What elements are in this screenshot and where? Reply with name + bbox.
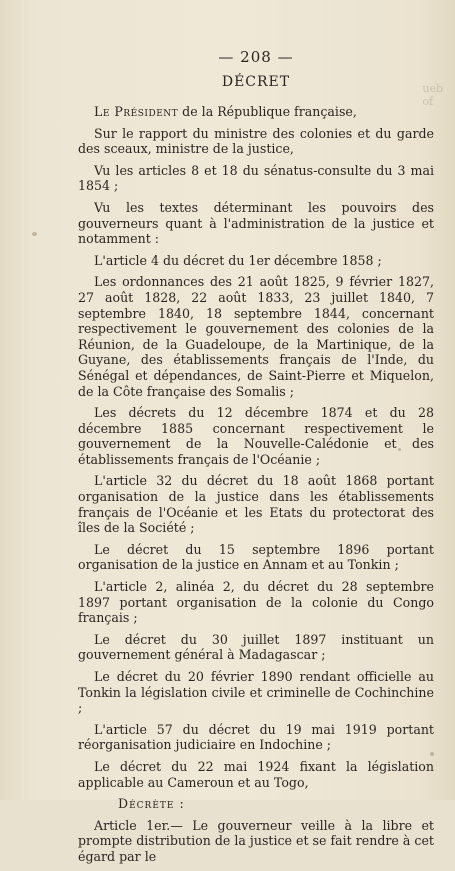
- paragraph: L'article 2, alinéa 2, du décret du 28 septembre 1897 portant organisation de la colonie du Congo français ;: [78, 579, 434, 626]
- paragraph: Le Président de la République française,: [94, 104, 357, 119]
- paragraph: Le décret du 30 juillet 1897 instituant un gouvernement général à Madagascar ;: [78, 631, 434, 663]
- paragraph: Le décret du 15 septembre 1896 portant organisation de la justice en Annam et au Tonkin ;: [78, 541, 434, 573]
- page-text: [78, 48, 434, 871]
- article-first: Article 1er.— Le gouverneur veille à la libre et prompte distribution de la justice et se fait rendre à cet égard par le: [78, 817, 434, 864]
- paper-speck: [430, 752, 434, 756]
- paragraph: L'article 32 du décret du 18 août 1868 portant organisation de la justice dans les établissements français de l'Océanie et les Etats du protectorat des îles de la Société ;: [78, 473, 434, 536]
- show-through-text: ueb of: [422, 82, 443, 108]
- paragraph: Sur le rapport du ministre des colonies et du garde des sceaux, ministre de la justice,: [78, 125, 434, 157]
- paragraph: L'article 57 du décret du 19 mai 1919 portant réorganisation judiciaire en Indochine ;: [78, 721, 434, 753]
- paragraph: Le décret du 22 mai 1924 fixant la législation applicable au Cameroun et au Togo,: [78, 758, 434, 790]
- page-number: — 208 —: [218, 48, 294, 66]
- decrete-heading: Décrète :: [118, 796, 185, 812]
- paragraph: Vu les textes déterminant les pouvoirs des gouverneurs quant à l'administration de la justice et notamment :: [78, 199, 434, 247]
- paragraph: Les ordonnances des 21 août 1825, 9 février 1827, 27 août 1828, 22 août 1833, 23 juillet 1840, 7 septembre 1840, 18 septembre 1844, concernant respectivement le gouvernement des colonies de la Réunion, de la Guadeloupe, de la Martinique, de la Guyane, des établissements français de l'Inde, du Sénégal et dépendances, de Saint-Pierre et Miquelon, de la Côte française des Somalis ;: [78, 274, 434, 399]
- paragraph: Les décrets du 12 décembre 1874 et du 28 décembre 1885 concernant respectivement le gouvernement de la Nouvelle-Calédonie et des établissements français de l'Océanie ;: [78, 405, 434, 467]
- paper-speck: [32, 232, 37, 236]
- paper-speck: [398, 448, 401, 451]
- paragraph: Le décret du 20 février 1890 rendant officielle au Tonkin la législation civile et criminelle de Cochinchine ;: [78, 669, 434, 716]
- paragraph: Vu les articles 8 et 18 du sénatus-consulte du 3 mai 1854 ;: [78, 162, 434, 194]
- paragraph: L'article 4 du décret du 1er décembre 1858 ;: [94, 252, 382, 268]
- page-title: DÉCRET: [221, 74, 291, 90]
